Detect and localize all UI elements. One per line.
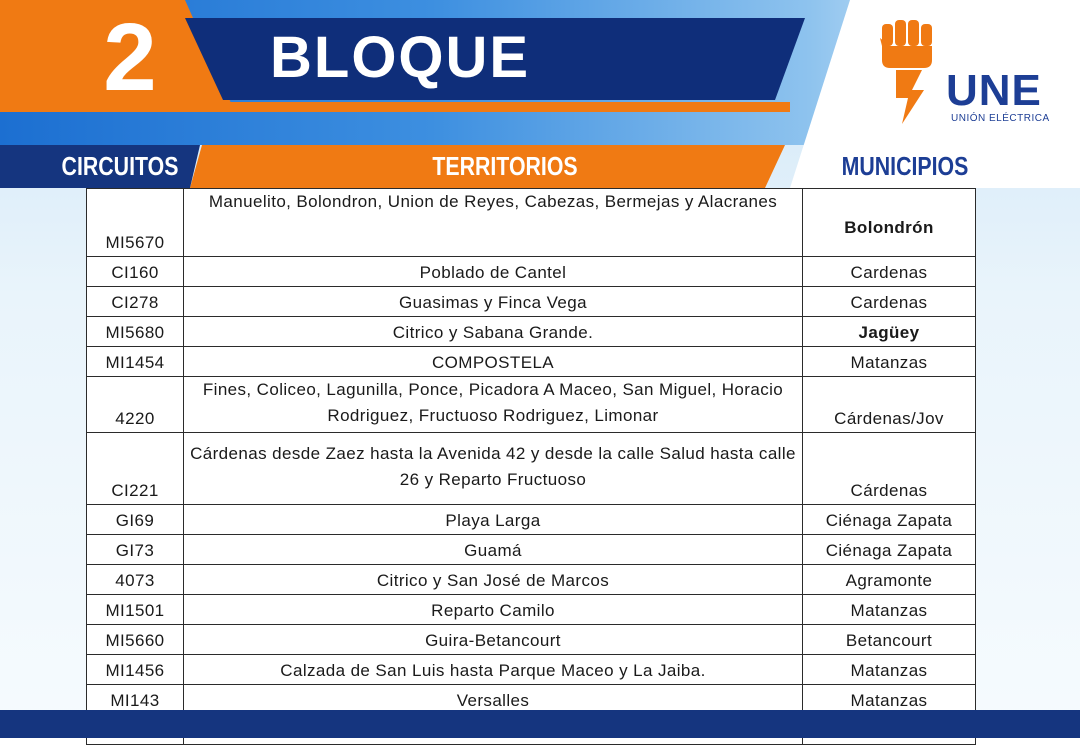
territorio-cell: COMPOSTELA <box>184 347 803 377</box>
banner-title: BLOQUE <box>270 25 531 90</box>
circuito-cell: CI278 <box>87 287 184 317</box>
table-row <box>87 189 976 257</box>
territorios-header: TERRITORIOS <box>432 151 578 181</box>
table-row <box>87 377 976 433</box>
block-number: 2 <box>103 4 157 111</box>
circuitos-header: CIRCUITOS <box>61 151 179 181</box>
territorio-cell: Guamá <box>184 535 803 565</box>
territorio-cell: Manuelito, Bolondron, Union de Reyes, Cabezas, Bermejas y Alacranes <box>184 189 803 257</box>
municipio-cell: Matanzas <box>803 655 976 685</box>
table-row <box>87 595 976 625</box>
municipio-cell: Agramonte <box>803 565 976 595</box>
municipio-cell: Cardenas <box>803 257 976 287</box>
table-row <box>87 565 976 595</box>
municipio-cell: Cárdenas <box>803 433 976 505</box>
table-row <box>87 317 976 347</box>
municipio-cell: Betancourt <box>803 625 976 655</box>
raised-fist-lightning-icon <box>878 16 940 126</box>
municipio-cell: Matanzas <box>803 685 976 715</box>
circuito-cell: MI5670 <box>87 189 184 257</box>
municipio-cell: Matanzas <box>803 347 976 377</box>
circuito-cell: CI221 <box>87 433 184 505</box>
circuits-table <box>86 188 976 710</box>
territorio-cell: Citrico y Sabana Grande. <box>184 317 803 347</box>
table-row <box>87 625 976 655</box>
banner-accent-strip <box>230 102 790 112</box>
table-row <box>87 433 976 505</box>
territorio-cell: Versalles <box>184 685 803 715</box>
municipio-cell: Cárdenas/Jov <box>803 377 976 433</box>
territorio-cell: Fines, Coliceo, Lagunilla, Ponce, Picadora A Maceo, San Miguel, Horacio Rodriguez, Fructuoso Rodriguez, Limonar <box>184 377 803 433</box>
footer-bar <box>0 710 1080 738</box>
circuito-cell: CI160 <box>87 257 184 287</box>
circuito-cell: 4073 <box>87 565 184 595</box>
circuito-cell: MI1456 <box>87 655 184 685</box>
municipio-cell: Cardenas <box>803 287 976 317</box>
logo-subtitle: UNIÓN ELÉCTRICA <box>951 113 1050 124</box>
municipio-cell: Ciénaga Zapata <box>803 535 976 565</box>
circuito-cell: MI1454 <box>87 347 184 377</box>
table-row <box>87 535 976 565</box>
table-row <box>87 505 976 535</box>
circuito-cell: MI143 <box>87 685 184 715</box>
table-row <box>87 655 976 685</box>
territorio-cell: Playa Larga <box>184 505 803 535</box>
circuito-cell: GI73 <box>87 535 184 565</box>
table-row <box>87 287 976 317</box>
territorio-cell: Reparto Camilo <box>184 595 803 625</box>
municipio-cell: Matanzas <box>803 595 976 625</box>
territorio-cell: Guira-Betancourt <box>184 625 803 655</box>
municipio-cell: Jagüey <box>803 317 976 347</box>
municipio-cell: Bolondrón <box>803 189 976 257</box>
table-row <box>87 257 976 287</box>
circuito-cell: MI5680 <box>87 317 184 347</box>
territorio-cell: Guasimas y Finca Vega <box>184 287 803 317</box>
territorio-cell: Citrico y San José de Marcos <box>184 565 803 595</box>
municipios-header: MUNICIPIOS <box>841 151 969 181</box>
circuito-cell: 4220 <box>87 377 184 433</box>
territorio-cell: Poblado de Cantel <box>184 257 803 287</box>
circuito-cell: GI69 <box>87 505 184 535</box>
territorio-cell: Cárdenas desde Zaez hasta la Avenida 42 y desde la calle Salud hasta calle 26 y Reparto Fructuoso <box>184 433 803 505</box>
table-row <box>87 347 976 377</box>
circuito-cell: MI5660 <box>87 625 184 655</box>
circuito-cell: MI1501 <box>87 595 184 625</box>
logo-text: UNE <box>946 66 1042 115</box>
territorio-cell: Calzada de San Luis hasta Parque Maceo y La Jaiba. <box>184 655 803 685</box>
municipio-cell: Ciénaga Zapata <box>803 505 976 535</box>
